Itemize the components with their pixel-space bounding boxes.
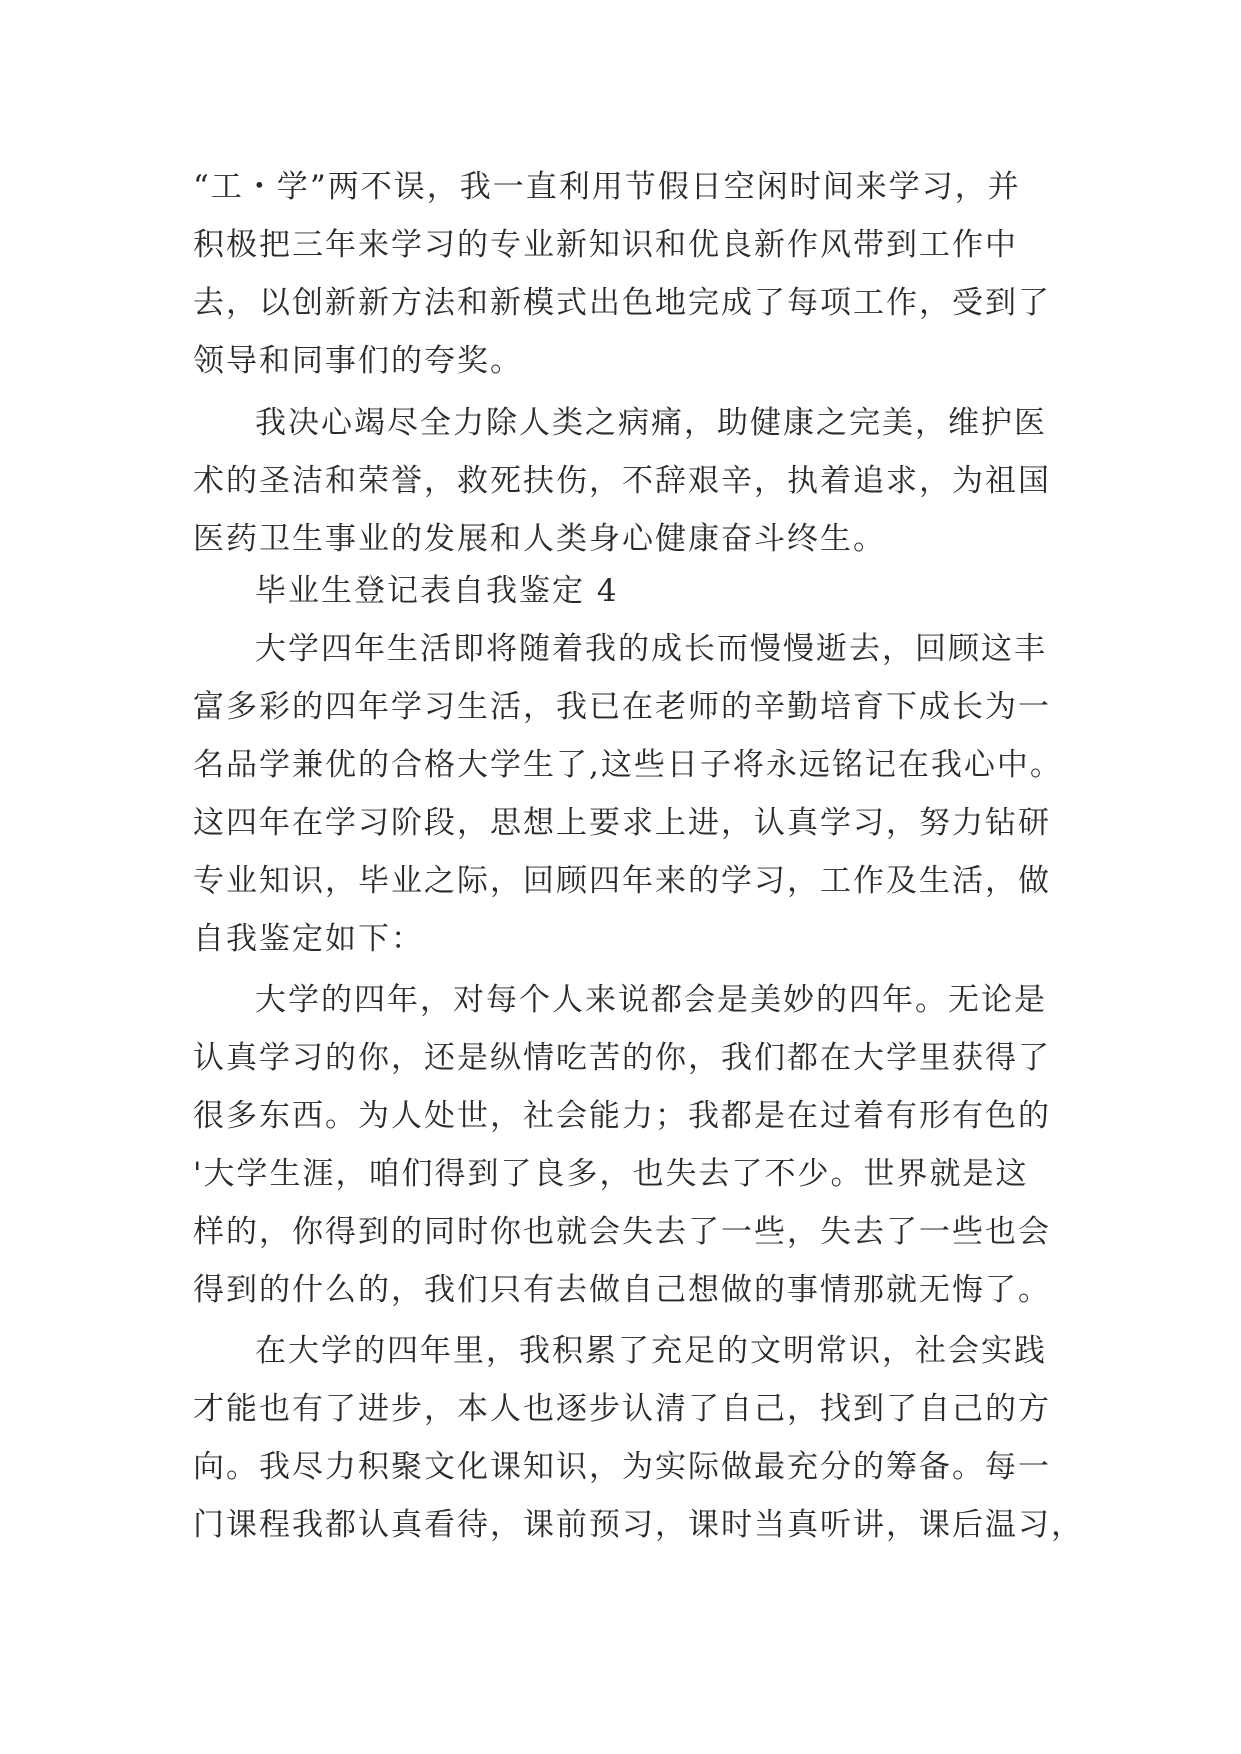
text-line: 得到的什么的，我们只有去做自己想做的事情那就无悔了。 xyxy=(193,1272,1051,1308)
text-line: 才能也有了进步，本人也逐步认清了自己，找到了自己的方 xyxy=(193,1391,1051,1427)
text-line: 富多彩的四年学习生活，我已在老师的辛勤培育下成长为一 xyxy=(193,689,1051,725)
text-line: 门课程我都认真看待，课前预习，课时当真听讲，课后温习， xyxy=(193,1507,1084,1543)
text-line: 认真学习的你，还是纵情吃苦的你，我们都在大学里获得了 xyxy=(193,1040,1051,1076)
paragraph-study-work xyxy=(193,158,1053,390)
text-line: “工・学”两不误，我一直利用节假日空闲时间来学习，并 xyxy=(193,169,1021,205)
paragraph-four-years xyxy=(193,620,1063,968)
text-line: 术的圣洁和荣誉，救死扶伤，不辞艰辛，执着追求，为祖国 xyxy=(193,463,1051,499)
paragraph-university-life xyxy=(193,971,1053,1319)
text-line: 名品学兼优的合格大学生了,这些日子将永远铭记在我心中。 xyxy=(193,747,1063,783)
text-line: 领导和同事们的夸奖。 xyxy=(193,343,523,379)
text-line: 去，以创新新方法和新模式出色地完成了每项工作，受到了 xyxy=(193,285,1051,321)
text-line: 积极把三年来学习的专业新知识和优良新作风带到工作中 xyxy=(193,227,1018,263)
text-line: 大学四年生活即将随着我的成长而慢慢逝去，回顾这丰 xyxy=(255,631,1047,667)
text-line: 在大学的四年里，我积累了充足的文明常识，社会实践 xyxy=(255,1333,1047,1369)
text-line: 这四年在学习阶段，思想上要求上进，认真学习，努力钻研 xyxy=(193,805,1051,841)
section-heading xyxy=(193,562,1053,620)
paragraph-resolution xyxy=(193,394,1053,568)
paragraph-knowledge xyxy=(193,1322,1084,1554)
section-title: 毕业生登记表自我鉴定 4 xyxy=(255,573,619,609)
text-line: 很多东西。为人处世，社会能力；我都是在过着有形有色的 xyxy=(193,1098,1051,1134)
text-line: 向。我尽力积聚文化课知识，为实际做最充分的筹备。每一 xyxy=(193,1449,1051,1485)
text-line: 我决心竭尽全力除人类之病痛，助健康之完美，维护医 xyxy=(255,405,1047,441)
text-line: 样的，你得到的同时你也就会失去了一些，失去了一些也会 xyxy=(193,1214,1051,1250)
text-line: 医药卫生事业的发展和人类身心健康奋斗终生。 xyxy=(193,521,886,557)
text-line: '大学生涯，咱们得到了良多，也失去了不少。世界就是这 xyxy=(193,1156,1029,1192)
text-line: 专业知识，毕业之际，回顾四年来的学习，工作及生活，做 xyxy=(193,863,1051,899)
text-line: 自我鉴定如下： xyxy=(193,921,424,957)
text-line: 大学的四年，对每个人来说都会是美妙的四年。无论是 xyxy=(255,982,1047,1018)
